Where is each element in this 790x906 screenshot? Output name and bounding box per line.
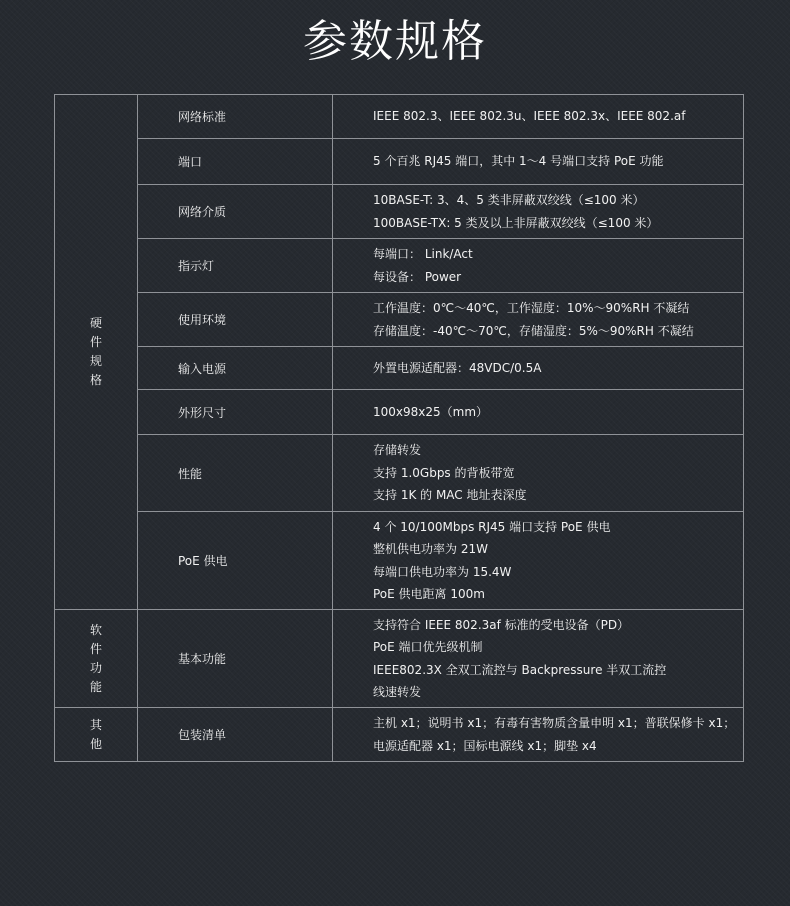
category-label: 硬件规格 <box>89 316 102 387</box>
table-row <box>55 95 744 139</box>
spec-value-line: 每设备： Power <box>373 269 462 284</box>
table-row <box>55 512 744 610</box>
spec-name: 使用环境 <box>138 293 333 347</box>
spec-value-line: 4 个 10/100Mbps RJ45 端口支持 PoE 供电 <box>373 519 611 534</box>
spec-value-line: 电源适配器 x1；国标电源线 x1；脚垫 x4 <box>373 738 597 753</box>
table-row <box>55 610 744 708</box>
spec-value <box>333 390 744 435</box>
spec-value <box>333 435 744 512</box>
spec-name: 包装清单 <box>138 708 333 762</box>
category-label: 其他 <box>89 717 102 751</box>
spec-value <box>333 139 744 185</box>
spec-value-line: PoE 端口优先级机制 <box>373 640 483 654</box>
table-row <box>55 390 744 435</box>
spec-value <box>333 708 744 762</box>
spec-value-line: 100x98x25（mm） <box>373 404 489 419</box>
spec-value-line: 100BASE-TX: 5 类及以上非屏蔽双绞线（≤100 米） <box>373 215 659 230</box>
spec-table <box>54 94 744 762</box>
category-cell-software <box>55 610 138 708</box>
spec-value-line: 整机供电功率为 21W <box>373 542 488 556</box>
spec-value <box>333 347 744 390</box>
spec-value-line: 存储转发 <box>373 443 422 458</box>
table-row <box>55 139 744 185</box>
spec-name: 输入电源 <box>138 347 333 390</box>
category-cell-other <box>55 708 138 762</box>
spec-name: 指示灯 <box>138 239 333 293</box>
spec-name: 基本功能 <box>138 610 333 708</box>
spec-value-line: 支持 1.0Gbps 的背板带宽 <box>373 465 515 480</box>
spec-name: 网络标准 <box>138 95 333 139</box>
spec-name: PoE 供电 <box>138 512 333 610</box>
spec-value <box>333 185 744 239</box>
table-row <box>55 435 744 512</box>
table-row <box>55 708 744 762</box>
table-row <box>55 239 744 293</box>
spec-value-line: 每端口供电功率为 15.4W <box>373 564 512 579</box>
spec-name: 外形尺寸 <box>138 390 333 435</box>
spec-value-line: PoE 供电距离 100m <box>373 587 485 601</box>
spec-value-line: 存储温度：-40℃～70℃，存储湿度：5%～90%RH 不凝结 <box>373 323 694 338</box>
spec-value <box>333 239 744 293</box>
spec-value-line: 线速转发 <box>373 685 422 699</box>
spec-value-line: 10BASE-T: 3、4、5 类非屏蔽双绞线（≤100 米） <box>373 193 645 207</box>
category-label: 软件功能 <box>89 622 102 694</box>
spec-name: 网络介质 <box>138 185 333 239</box>
table-row <box>55 293 744 347</box>
spec-value-line: IEEE 802.3、IEEE 802.3u、IEEE 802.3x、IEEE 802.af <box>373 109 686 124</box>
spec-value-line: IEEE802.3X 全双工流控与 Backpressure 半双工流控 <box>373 662 667 677</box>
spec-value-line: 外置电源适配器：48VDC/0.5A <box>373 360 542 375</box>
spec-value <box>333 610 744 708</box>
table-row <box>55 347 744 390</box>
spec-value <box>333 512 744 610</box>
spec-value <box>333 293 744 347</box>
spec-name: 性能 <box>138 435 333 512</box>
spec-value-line: 支持 1K 的 MAC 地址表深度 <box>373 488 527 503</box>
spec-value-line: 每端口： Link/Act <box>373 247 473 261</box>
spec-value-line: 支持符合 IEEE 802.3af 标准的受电设备（PD） <box>373 617 630 632</box>
spec-value-line: 主机 x1；说明书 x1；有毒有害物质含量申明 x1；普联保修卡 x1； <box>373 716 736 730</box>
spec-value-line: 5 个百兆 RJ45 端口，其中 1～4 号端口支持 PoE 功能 <box>373 154 664 169</box>
spec-name: 端口 <box>138 139 333 185</box>
spec-value-line: 工作温度：0℃～40℃，工作湿度：10%～90%RH 不凝结 <box>373 301 690 315</box>
table-row <box>55 185 744 239</box>
category-cell-hardware <box>55 95 138 610</box>
spec-value <box>333 95 744 139</box>
page-title: 参数规格 <box>303 16 487 67</box>
